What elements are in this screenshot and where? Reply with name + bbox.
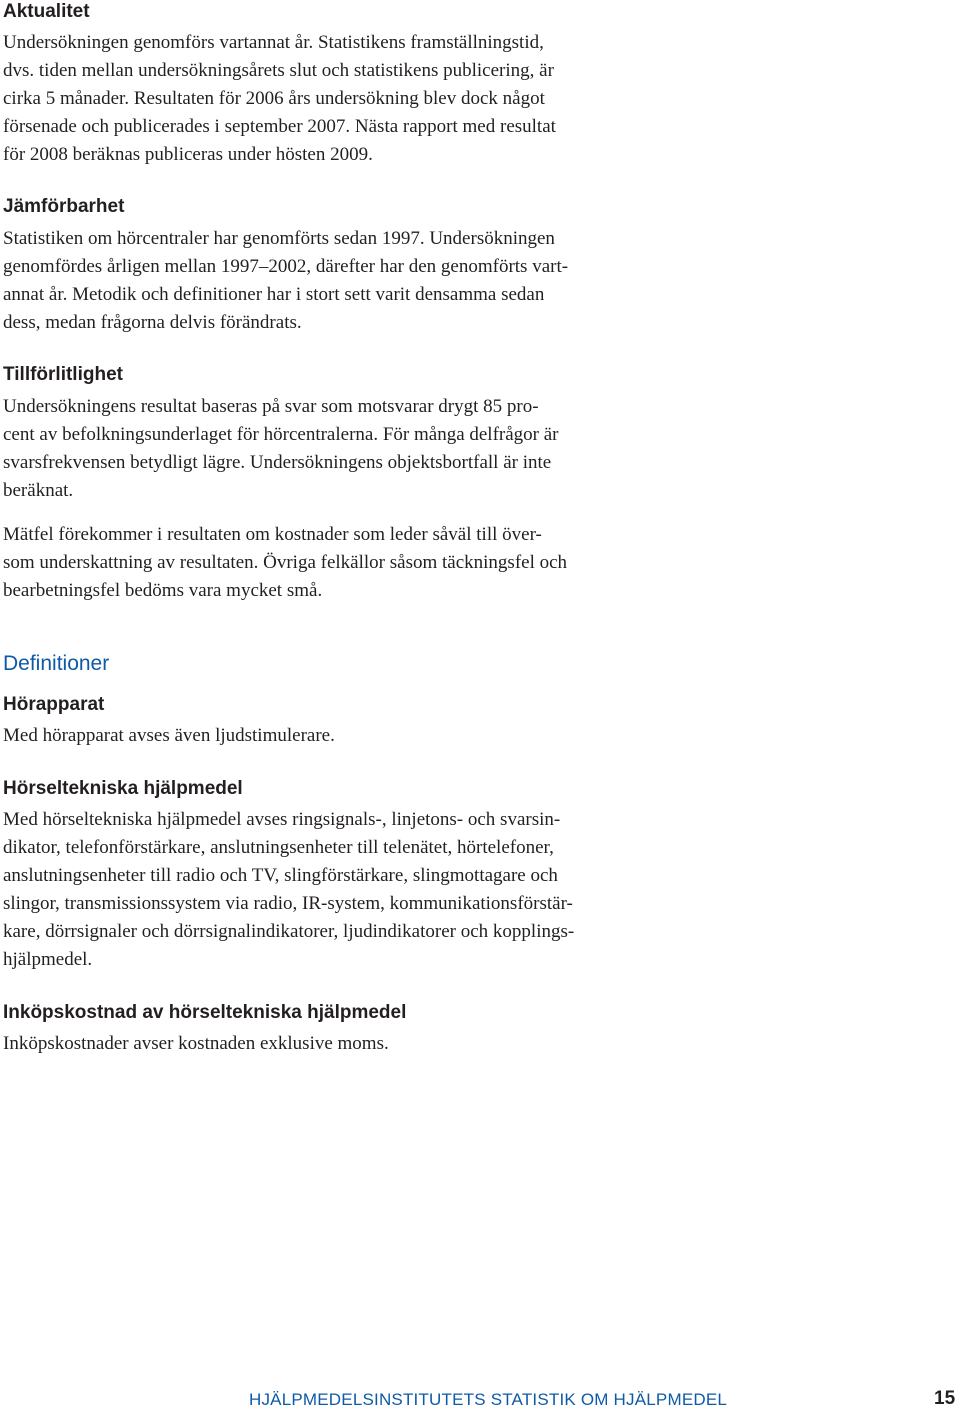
running-title: HJÄLPMEDELSINSTITUTETS STATISTIK OM HJÄLPMEDEL bbox=[249, 1390, 728, 1409]
text-line: Med hörseltekniska hjälpmedel avses ringsignals-, linjetons- och svarsin- bbox=[3, 809, 561, 830]
section-heading: Tillförlitlighet bbox=[3, 364, 123, 385]
definition-body bbox=[3, 722, 335, 750]
text-line: annat år. Metodik och definitioner har i stort sett varit densamma sedan bbox=[3, 284, 545, 305]
text-line: försenade och publicerades i september 2007. Nästa rapport med resultat bbox=[3, 116, 556, 137]
text-line: dvs. tiden mellan undersökningsårets slut och statistikens publicering, är bbox=[3, 60, 554, 81]
text-line: cent av befolkningsunderlaget för hörcentralerna. För många delfrågor är bbox=[3, 424, 559, 445]
section-body bbox=[3, 29, 556, 169]
text-line: som underskattning av resultaten. Övriga felkällor såsom täckningsfel och bbox=[3, 552, 568, 573]
text-line: bearbetningsfel bedöms vara mycket små. bbox=[3, 580, 323, 601]
text-line: slingor, transmissionssystem via radio, IR-system, kommunikationsförstär- bbox=[3, 893, 573, 914]
section-heading: Jämförbarhet bbox=[3, 196, 125, 217]
text-line: dess, medan frågorna delvis förändrats. bbox=[3, 312, 302, 333]
text-line: genomfördes årligen mellan 1997–2002, därefter har den genomförts vart- bbox=[3, 256, 569, 277]
text-line: svarsfrekvensen betydligt lägre. Undersökningens objektsbortfall är inte bbox=[3, 452, 552, 473]
section-heading: Aktualitet bbox=[3, 1, 90, 22]
definition-body bbox=[3, 1030, 389, 1058]
text-line: för 2008 beräknas publiceras under hösten 2009. bbox=[3, 144, 373, 165]
text-line: Inköpskostnader avser kostnaden exklusive moms. bbox=[3, 1033, 389, 1054]
text-line: Statistiken om hörcentraler har genomförts sedan 1997. Undersökningen bbox=[3, 228, 555, 249]
section-body bbox=[3, 225, 568, 337]
definition-heading: Inköpskostnad av hörseltekniska hjälpmedel bbox=[3, 1002, 407, 1023]
definition-heading: Hörseltekniska hjälpmedel bbox=[3, 778, 243, 799]
definition-heading: Hörapparat bbox=[3, 694, 105, 715]
chapter-title: Definitioner bbox=[3, 652, 110, 675]
text-line: cirka 5 månader. Resultaten för 2006 års undersökning blev dock något bbox=[3, 88, 545, 109]
text-line: hjälpmedel. bbox=[3, 949, 93, 970]
text-line: kare, dörrsignaler och dörrsignalindikatorer, ljudindikatorer och kopplings- bbox=[3, 921, 575, 942]
text-line: beräknat. bbox=[3, 480, 74, 501]
section-body-2 bbox=[3, 521, 567, 605]
text-line: dikator, telefonförstärkare, anslutningsenheter till telenätet, hörtelefoner, bbox=[3, 837, 554, 858]
page-footer bbox=[0, 1388, 960, 1412]
section-body bbox=[3, 393, 559, 505]
definition-body bbox=[3, 806, 574, 974]
text-line: Mätfel förekommer i resultaten om kostnader som leder såväl till över- bbox=[3, 524, 542, 545]
text-line: Med hörapparat avses även ljudstimulerare. bbox=[3, 725, 335, 746]
text-line: anslutningsenheter till radio och TV, slingförstärkare, slingmottagare och bbox=[3, 865, 558, 886]
text-line: Undersökningens resultat baseras på svar som motsvarar drygt 85 pro- bbox=[3, 396, 539, 417]
text-line: Undersökningen genomförs vartannat år. Statistikens framställningstid, bbox=[3, 32, 544, 53]
page-number: 15 bbox=[934, 1388, 956, 1409]
